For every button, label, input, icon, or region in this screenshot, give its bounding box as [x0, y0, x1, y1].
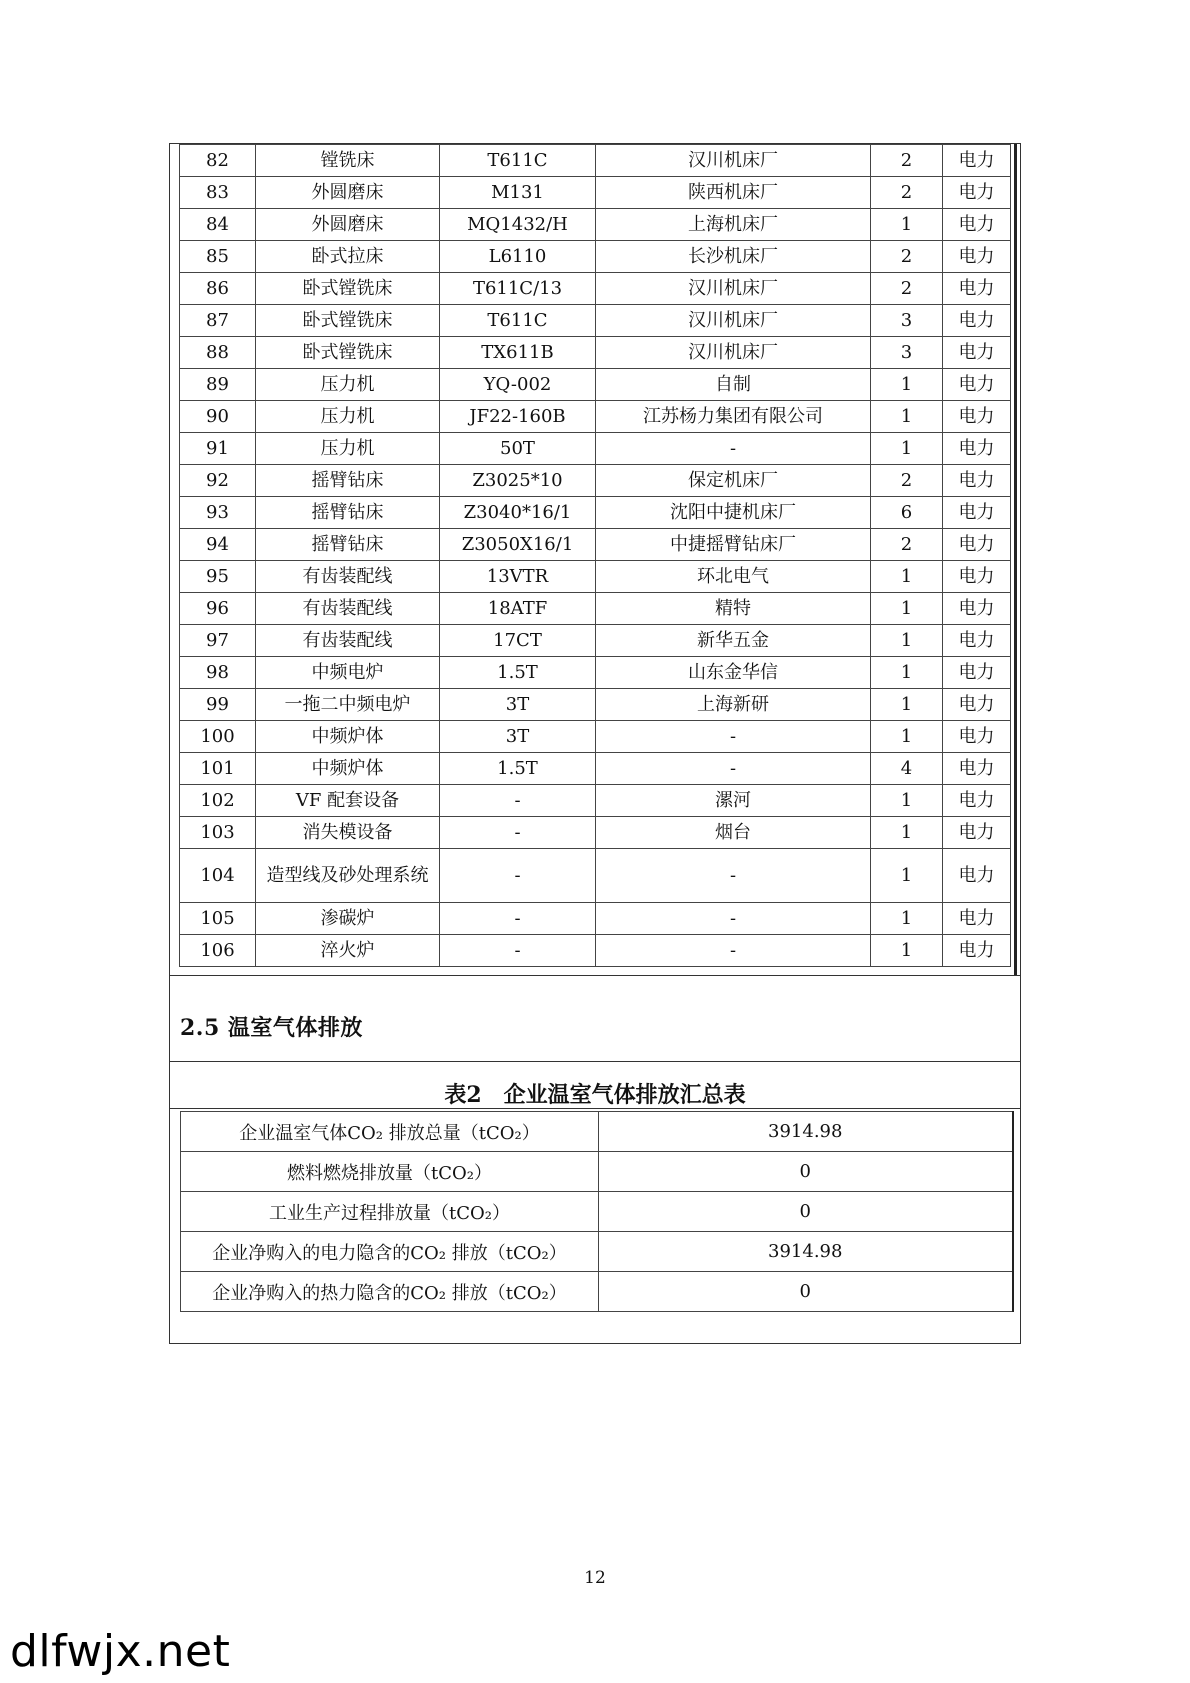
cell-equipment-name: 卧式拉床	[256, 241, 440, 273]
cell-manufacturer: 长沙机床厂	[596, 241, 871, 273]
cell-equipment-name: 摇臂钻床	[256, 529, 440, 561]
cell-model: Z3025*10	[440, 465, 596, 497]
cell-emission-value: 0	[599, 1152, 1013, 1192]
cell-equipment-name: 中频炉体	[256, 753, 440, 785]
cell-equipment-name: 消失模设备	[256, 817, 440, 849]
table-row	[180, 433, 1011, 465]
cell-number: 100	[180, 721, 256, 753]
table-row	[181, 1272, 1013, 1312]
cell-equipment-name: 卧式镗铣床	[256, 273, 440, 305]
cell-energy-type: 电力	[943, 401, 1011, 433]
cell-model: 17CT	[440, 625, 596, 657]
table-row	[180, 177, 1011, 209]
table-row	[180, 561, 1011, 593]
cell-equipment-name: 中频电炉	[256, 657, 440, 689]
table-row	[180, 689, 1011, 721]
table-caption	[170, 1078, 1020, 1109]
cell-manufacturer: 中捷摇臂钻床厂	[596, 529, 871, 561]
report-frame	[169, 143, 1021, 1344]
cell-energy-type: 电力	[943, 657, 1011, 689]
cell-manufacturer: 汉川机床厂	[596, 145, 871, 177]
cell-emission-label: 工业生产过程排放量（tCO₂）	[181, 1192, 599, 1232]
cell-emission-value: 3914.98	[599, 1112, 1013, 1152]
cell-energy-type: 电力	[943, 625, 1011, 657]
table-row	[180, 903, 1011, 935]
cell-equipment-name: 一拖二中频电炉	[256, 689, 440, 721]
cell-manufacturer: 陕西机床厂	[596, 177, 871, 209]
table-row	[180, 935, 1011, 967]
table-row	[180, 529, 1011, 561]
cell-manufacturer: 自制	[596, 369, 871, 401]
cell-manufacturer: -	[596, 903, 871, 935]
cell-model: -	[440, 817, 596, 849]
table-row	[181, 1112, 1013, 1152]
cell-number: 96	[180, 593, 256, 625]
cell-energy-type: 电力	[943, 561, 1011, 593]
cell-number: 86	[180, 273, 256, 305]
cell-count: 3	[871, 337, 943, 369]
cell-model: MQ1432/H	[440, 209, 596, 241]
cell-count: 1	[871, 689, 943, 721]
cell-count: 2	[871, 273, 943, 305]
cell-count: 1	[871, 593, 943, 625]
cell-number: 95	[180, 561, 256, 593]
cell-equipment-name: 镗铣床	[256, 145, 440, 177]
cell-number: 104	[180, 849, 256, 903]
cell-manufacturer: 上海新研	[596, 689, 871, 721]
cell-emission-label: 企业净购入的电力隐含的CO₂ 排放（tCO₂）	[181, 1232, 599, 1272]
cell-manufacturer: 汉川机床厂	[596, 273, 871, 305]
cell-manufacturer: 漯河	[596, 785, 871, 817]
emission-table-body	[181, 1112, 1013, 1312]
cell-count: 1	[871, 935, 943, 967]
cell-number: 93	[180, 497, 256, 529]
cell-number: 89	[180, 369, 256, 401]
cell-count: 2	[871, 465, 943, 497]
cell-count: 1	[871, 657, 943, 689]
table-row	[180, 625, 1011, 657]
cell-model: -	[440, 903, 596, 935]
cell-number: 87	[180, 305, 256, 337]
cell-number: 84	[180, 209, 256, 241]
cell-model: 18ATF	[440, 593, 596, 625]
cell-manufacturer: 上海机床厂	[596, 209, 871, 241]
table-row	[180, 785, 1011, 817]
cell-number: 102	[180, 785, 256, 817]
cell-count: 1	[871, 561, 943, 593]
cell-model: T611C	[440, 145, 596, 177]
cell-energy-type: 电力	[943, 465, 1011, 497]
cell-number: 105	[180, 903, 256, 935]
cell-count: 1	[871, 817, 943, 849]
cell-count: 1	[871, 721, 943, 753]
cell-number: 85	[180, 241, 256, 273]
cell-number: 103	[180, 817, 256, 849]
cell-count: 2	[871, 241, 943, 273]
table-row	[180, 817, 1011, 849]
table-row	[180, 721, 1011, 753]
cell-energy-type: 电力	[943, 145, 1011, 177]
cell-count: 1	[871, 401, 943, 433]
cell-model: T611C/13	[440, 273, 596, 305]
cell-equipment-name: 卧式镗铣床	[256, 337, 440, 369]
cell-model: 50T	[440, 433, 596, 465]
cell-model: -	[440, 849, 596, 903]
cell-energy-type: 电力	[943, 721, 1011, 753]
emission-summary-table	[180, 1111, 1014, 1312]
section-divider	[170, 1108, 1020, 1109]
cell-equipment-name: 压力机	[256, 433, 440, 465]
cell-manufacturer: 江苏杨力集团有限公司	[596, 401, 871, 433]
table-row	[181, 1232, 1013, 1272]
cell-count: 1	[871, 849, 943, 903]
cell-manufacturer: -	[596, 753, 871, 785]
cell-count: 1	[871, 785, 943, 817]
watermark-text: dlfwjx.net	[10, 1626, 231, 1677]
cell-manufacturer: -	[596, 935, 871, 967]
cell-model: Z3040*16/1	[440, 497, 596, 529]
table-row	[180, 497, 1011, 529]
cell-count: 2	[871, 145, 943, 177]
cell-model: T611C	[440, 305, 596, 337]
cell-energy-type: 电力	[943, 177, 1011, 209]
cell-number: 98	[180, 657, 256, 689]
cell-count: 1	[871, 209, 943, 241]
cell-count: 4	[871, 753, 943, 785]
cell-energy-type: 电力	[943, 785, 1011, 817]
cell-number: 91	[180, 433, 256, 465]
cell-equipment-name: 有齿装配线	[256, 593, 440, 625]
cell-energy-type: 电力	[943, 753, 1011, 785]
table-caption-label: 表2	[444, 1082, 482, 1108]
cell-equipment-name: 淬火炉	[256, 935, 440, 967]
table-row	[180, 753, 1011, 785]
table-caption-title: 企业温室气体排放汇总表	[503, 1082, 746, 1108]
cell-model: -	[440, 935, 596, 967]
cell-equipment-name: 压力机	[256, 401, 440, 433]
cell-manufacturer: 精特	[596, 593, 871, 625]
cell-number: 99	[180, 689, 256, 721]
cell-number: 92	[180, 465, 256, 497]
cell-energy-type: 电力	[943, 529, 1011, 561]
table-row	[180, 369, 1011, 401]
cell-manufacturer: 保定机床厂	[596, 465, 871, 497]
cell-model: L6110	[440, 241, 596, 273]
cell-equipment-name: 造型线及砂处理系统	[256, 849, 440, 903]
table-row	[180, 657, 1011, 689]
cell-equipment-name: 外圆磨床	[256, 209, 440, 241]
table-row	[181, 1152, 1013, 1192]
table-row	[180, 849, 1011, 903]
cell-number: 94	[180, 529, 256, 561]
table-row	[181, 1192, 1013, 1232]
section-title: 2.5 温室气体排放	[180, 1015, 363, 1041]
cell-number: 101	[180, 753, 256, 785]
cell-manufacturer: 汉川机床厂	[596, 337, 871, 369]
cell-energy-type: 电力	[943, 817, 1011, 849]
cell-model: -	[440, 785, 596, 817]
cell-count: 1	[871, 903, 943, 935]
cell-count: 3	[871, 305, 943, 337]
cell-emission-label: 企业温室气体CO₂ 排放总量（tCO₂）	[181, 1112, 599, 1152]
cell-number: 97	[180, 625, 256, 657]
cell-equipment-name: 有齿装配线	[256, 625, 440, 657]
table-row	[180, 145, 1011, 177]
cell-energy-type: 电力	[943, 433, 1011, 465]
cell-equipment-name: 摇臂钻床	[256, 497, 440, 529]
cell-energy-type: 电力	[943, 849, 1011, 903]
cell-manufacturer: -	[596, 721, 871, 753]
table-row	[180, 401, 1011, 433]
cell-manufacturer: 汉川机床厂	[596, 305, 871, 337]
cell-energy-type: 电力	[943, 593, 1011, 625]
cell-model: TX611B	[440, 337, 596, 369]
cell-equipment-name: 渗碳炉	[256, 903, 440, 935]
table-row	[180, 337, 1011, 369]
cell-energy-type: 电力	[943, 369, 1011, 401]
cell-count: 1	[871, 433, 943, 465]
cell-count: 6	[871, 497, 943, 529]
table-row	[180, 241, 1011, 273]
cell-emission-value: 3914.98	[599, 1232, 1013, 1272]
table-row	[180, 305, 1011, 337]
cell-number: 83	[180, 177, 256, 209]
cell-model: YQ-002	[440, 369, 596, 401]
cell-model: M131	[440, 177, 596, 209]
cell-manufacturer: -	[596, 433, 871, 465]
cell-equipment-name: VF 配套设备	[256, 785, 440, 817]
cell-energy-type: 电力	[943, 209, 1011, 241]
cell-emission-label: 企业净购入的热力隐含的CO₂ 排放（tCO₂）	[181, 1272, 599, 1312]
equipment-table-body	[180, 145, 1011, 967]
cell-energy-type: 电力	[943, 935, 1011, 967]
cell-model: 3T	[440, 721, 596, 753]
cell-count: 1	[871, 625, 943, 657]
cell-model: Z3050X16/1	[440, 529, 596, 561]
cell-number: 106	[180, 935, 256, 967]
cell-manufacturer: 环北电气	[596, 561, 871, 593]
cell-model: 3T	[440, 689, 596, 721]
cell-energy-type: 电力	[943, 305, 1011, 337]
cell-number: 90	[180, 401, 256, 433]
cell-equipment-name: 压力机	[256, 369, 440, 401]
cell-count: 2	[871, 529, 943, 561]
cell-manufacturer: 山东金华信	[596, 657, 871, 689]
cell-model: 13VTR	[440, 561, 596, 593]
cell-manufacturer: 烟台	[596, 817, 871, 849]
table-row	[180, 465, 1011, 497]
table-row	[180, 593, 1011, 625]
cell-count: 1	[871, 369, 943, 401]
cell-energy-type: 电力	[943, 273, 1011, 305]
table-row	[180, 209, 1011, 241]
cell-equipment-name: 卧式镗铣床	[256, 305, 440, 337]
table-row	[180, 273, 1011, 305]
cell-number: 88	[180, 337, 256, 369]
page-number: 12	[584, 1568, 606, 1588]
cell-equipment-name: 摇臂钻床	[256, 465, 440, 497]
cell-equipment-name: 中频炉体	[256, 721, 440, 753]
section-divider	[170, 975, 1020, 976]
cell-emission-value: 0	[599, 1272, 1013, 1312]
cell-emission-value: 0	[599, 1192, 1013, 1232]
cell-energy-type: 电力	[943, 903, 1011, 935]
cell-model: 1.5T	[440, 753, 596, 785]
cell-energy-type: 电力	[943, 241, 1011, 273]
cell-manufacturer: -	[596, 849, 871, 903]
cell-count: 2	[871, 177, 943, 209]
equipment-table	[179, 144, 1011, 967]
cell-equipment-name: 外圆磨床	[256, 177, 440, 209]
cell-model: 1.5T	[440, 657, 596, 689]
cell-energy-type: 电力	[943, 337, 1011, 369]
cell-equipment-name: 有齿装配线	[256, 561, 440, 593]
cell-emission-label: 燃料燃烧排放量（tCO₂）	[181, 1152, 599, 1192]
cell-model: JF22-160B	[440, 401, 596, 433]
cell-energy-type: 电力	[943, 497, 1011, 529]
section-divider	[170, 1061, 1020, 1062]
cell-manufacturer: 沈阳中捷机床厂	[596, 497, 871, 529]
cell-energy-type: 电力	[943, 689, 1011, 721]
cell-manufacturer: 新华五金	[596, 625, 871, 657]
cell-number: 82	[180, 145, 256, 177]
